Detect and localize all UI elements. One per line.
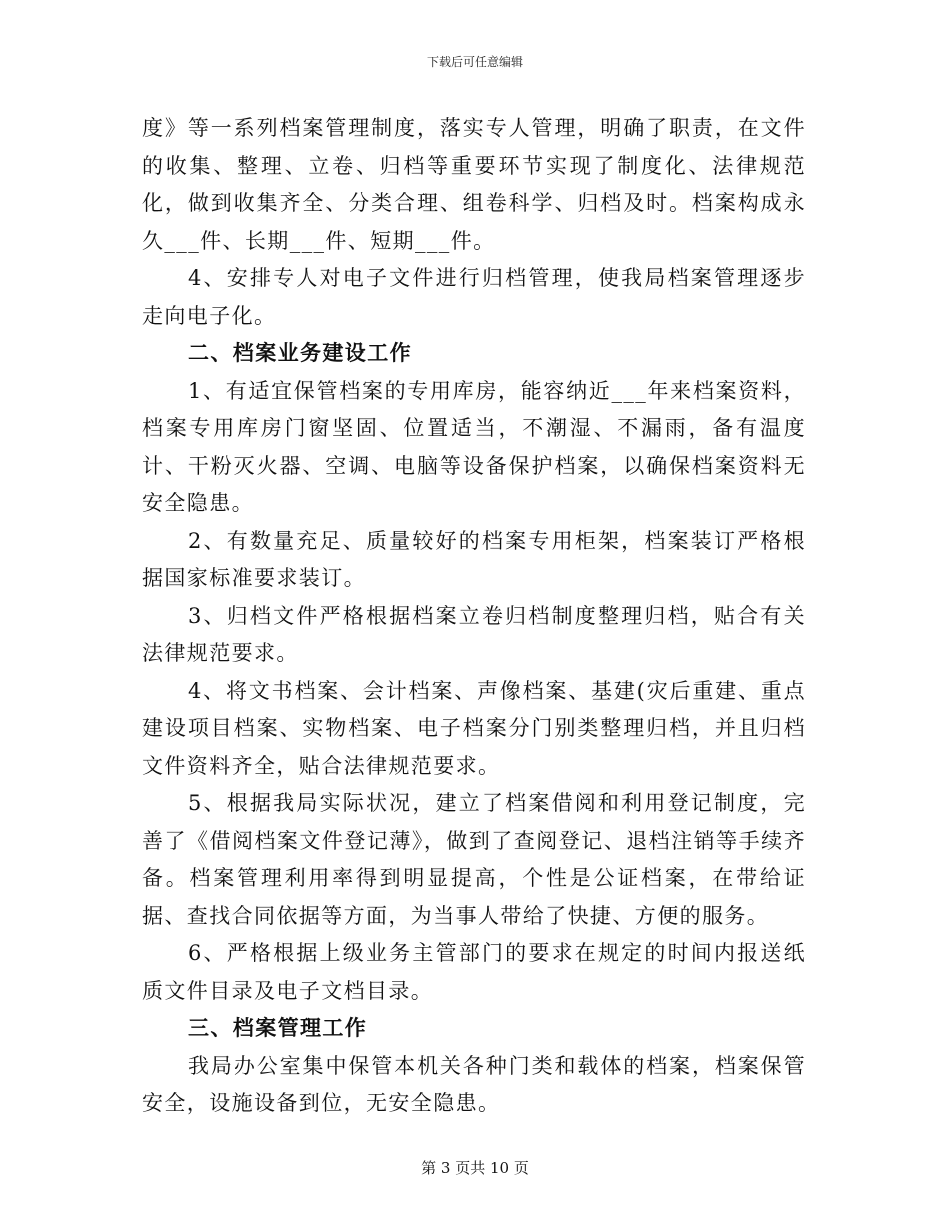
paragraph-continuation: 度》等一系列档案管理制度，落实专人管理，明确了职责，在文件的收集、整理、立卷、归档等重要环节实现了制度化、法律规范化，做到收集齐全、分类合理、组卷科学、归档及时。档案构成永久___件、长期___件、短期___件。 — [142, 116, 806, 253]
page-header-note: 下载后可任意编辑 — [426, 55, 523, 69]
paragraph-2-item-1: 1、有适宜保管档案的专用库房，能容纳近___年来档案资料，档案专用库房门窗坚固、位置适当，不潮湿、不漏雨，备有温度计、干粉灭火器、空调、电脑等设备保护档案，以确保档案资料无安全隐患。 — [142, 378, 806, 515]
paragraph-item-4: 4、安排专人对电子文件进行归档管理，使我局档案管理逐步走向电子化。 — [142, 266, 806, 328]
paragraph-3-body: 我局办公室集中保管本机关各种门类和载体的档案，档案保管安全，设施设备到位，无安全隐患。 — [142, 1053, 806, 1115]
section-heading-3: 三、档案管理工作 — [188, 1016, 368, 1040]
document-body — [142, 110, 806, 1123]
paragraph-2-item-6: 6、严格根据上级业务主管部门的要求在规定的时间内报送纸质文件目录及电子文档目录。 — [142, 941, 806, 1003]
page-number: 第 3 页共 10 页 — [421, 1159, 529, 1177]
paragraph-2-item-2: 2、有数量充足、质量较好的档案专用柜架，档案装订严格根据国家标准要求装订。 — [142, 528, 806, 590]
paragraph-2-item-5: 5、根据我局实际状况，建立了档案借阅和利用登记制度，完善了《借阅档案文件登记薄》，做到了查阅登记、退档注销等手续齐备。档案管理利用率得到明显提高，个性是公证档案，在带给证据、查找合同依据等方面，为当事人带给了快捷、方便的服务。 — [142, 791, 806, 928]
paragraph-2-item-3: 3、归档文件严格根据档案立卷归档制度整理归档，贴合有关法律规范要求。 — [142, 603, 806, 665]
section-heading-2: 二、档案业务建设工作 — [188, 341, 412, 365]
paragraph-2-item-4: 4、将文书档案、会计档案、声像档案、基建(灾后重建、重点建设项目档案、实物档案、电子档案分门别类整理归档，并且归档文件资料齐全，贴合法律规范要求。 — [142, 678, 806, 778]
